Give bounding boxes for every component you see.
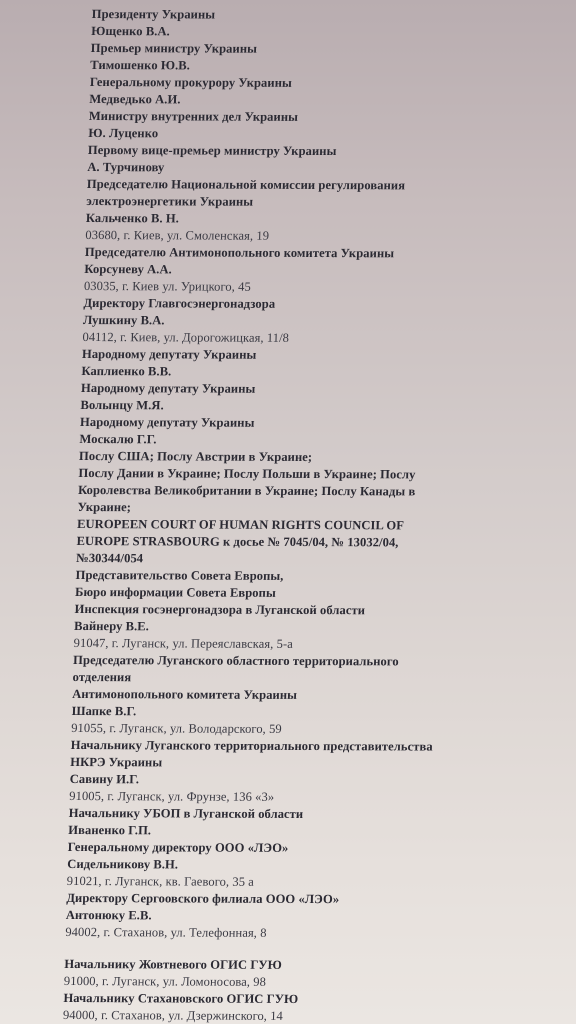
recipient-line: Украине; xyxy=(77,499,132,515)
recipient-line: отделения xyxy=(72,669,132,685)
recipient-line: Представительство Совета Европы, xyxy=(75,567,284,583)
document-page xyxy=(63,6,562,1024)
address-line: 91005, г. Луганск, ул. Фрунзе, 136 «3» xyxy=(69,788,275,804)
address-line: 91000, г. Луганск, ул. Ломоносова, 98 xyxy=(63,973,267,989)
recipient-line: Москалю Г.Г. xyxy=(79,431,157,447)
recipient-line: Народному депутату Украины xyxy=(81,346,257,362)
recipient-line: Директору Главгосэнергонадзора xyxy=(83,295,276,311)
recipient-line: Председателю Луганского областного территориального xyxy=(72,652,399,669)
recipient-line: EUROPEEN COURT OF HUMAN RIGHTS COUNCIL OF xyxy=(76,516,405,533)
recipient-line: электроэнергетики Украины xyxy=(86,193,254,209)
recipient-line: Президенту Украины xyxy=(91,6,216,22)
recipient-line: Антимонопольного комитета Украины xyxy=(71,686,298,702)
recipient-line: Народному депутату Украины xyxy=(79,414,255,430)
recipient-line: Иваненко Г.П. xyxy=(68,822,152,838)
recipient-line: Начальнику Жовтневого ОГИС ГУЮ xyxy=(64,956,283,972)
address-line: 03680, г. Киев, ул. Смоленская, 19 xyxy=(85,227,270,243)
recipient-line: Сидельникову В.Н. xyxy=(67,856,179,872)
recipient-line: Медведько А.И. xyxy=(89,91,181,107)
recipient-line: Тимошенко Ю.В. xyxy=(90,57,191,73)
recipient-line: Ющенко В.А. xyxy=(91,23,171,39)
address-line: 04112, г. Киев, ул. Дорогожицкая, 11/8 xyxy=(82,329,290,345)
recipient-line: Лушкину В.А. xyxy=(82,312,165,328)
address-line: 91047, г. Луганск, ул. Переяславская, 5-а xyxy=(73,635,294,651)
recipient-line: Председателю Антимонопольного комитета Украины xyxy=(84,244,395,261)
address-line: 94002, г. Стаханов, ул. Телефонная, 8 xyxy=(65,924,267,940)
recipient-line: Послу США; Послу Австрии в Украине; xyxy=(78,448,313,465)
recipient-line: Волынцу М.Я. xyxy=(80,397,164,413)
recipient-line: Генеральному прокурору Украины xyxy=(89,74,293,90)
recipient-line: Начальнику Стахановского ОГИС ГУЮ xyxy=(63,990,299,1007)
recipient-line: Королевства Великобритании в Украине; Послу Канады в xyxy=(77,482,416,499)
recipient-line: Корсуневу А.А. xyxy=(84,261,172,277)
recipient-line: Председателю Национальной комиссии регулирования xyxy=(86,176,406,193)
address-line: 03035, г. Киев ул. Урицкого, 45 xyxy=(83,278,252,294)
address-line: 94000, г. Стаханов, ул. Дзержинского, 14 xyxy=(62,1007,284,1023)
recipient-line: Антонюку Е.В. xyxy=(65,907,152,923)
recipient-line: Начальнику Луганского территориального представительства xyxy=(70,737,433,754)
recipient-line: Кальченко В. Н. xyxy=(85,210,180,226)
recipient-line: Ю. Луценко xyxy=(88,125,159,141)
address-line: 91055, г. Луганск, ул. Володарского, 59 xyxy=(71,720,282,736)
recipient-line: №30344/054 xyxy=(75,550,144,566)
recipient-line: Каплиенко В.В. xyxy=(81,363,172,379)
recipient-line: Бюро информации Совета Европы xyxy=(74,584,277,600)
recipient-line: Директору Сергоовского филиала ООО «ЛЭО» xyxy=(66,890,340,907)
address-line: 91021, г. Луганск, кв. Гаевого, 35 а xyxy=(66,873,255,889)
recipient-line: Вайнеру В.Е. xyxy=(73,618,150,634)
recipient-line: Народному депутату Украины xyxy=(80,380,256,396)
recipient-line: Генеральному директору ООО «ЛЭО» xyxy=(67,839,289,855)
recipient-line: Начальнику УБОП в Луганской области xyxy=(68,805,304,822)
recipient-line: Савину И.Г. xyxy=(69,771,140,787)
recipient-line: Послу Дании в Украине; Послу Польши в Украине; Послу xyxy=(78,465,416,482)
recipient-line: НКРЭ Украины xyxy=(70,754,163,770)
recipient-line: Министру внутренних дел Украины xyxy=(88,108,299,124)
recipient-line: Инспекция госэнергонадзора в Луганской области xyxy=(74,601,366,618)
recipient-line: EUROPE STRASBOURG к досье № 7045/04, № 13032/04, xyxy=(76,533,399,550)
recipient-line: Шапке В.Г. xyxy=(71,703,137,719)
recipient-line: А. Турчинову xyxy=(87,159,165,175)
recipient-line: Премьер министру Украины xyxy=(90,40,258,56)
recipient-line: Первому вице-премьер министру Украины xyxy=(87,142,337,159)
